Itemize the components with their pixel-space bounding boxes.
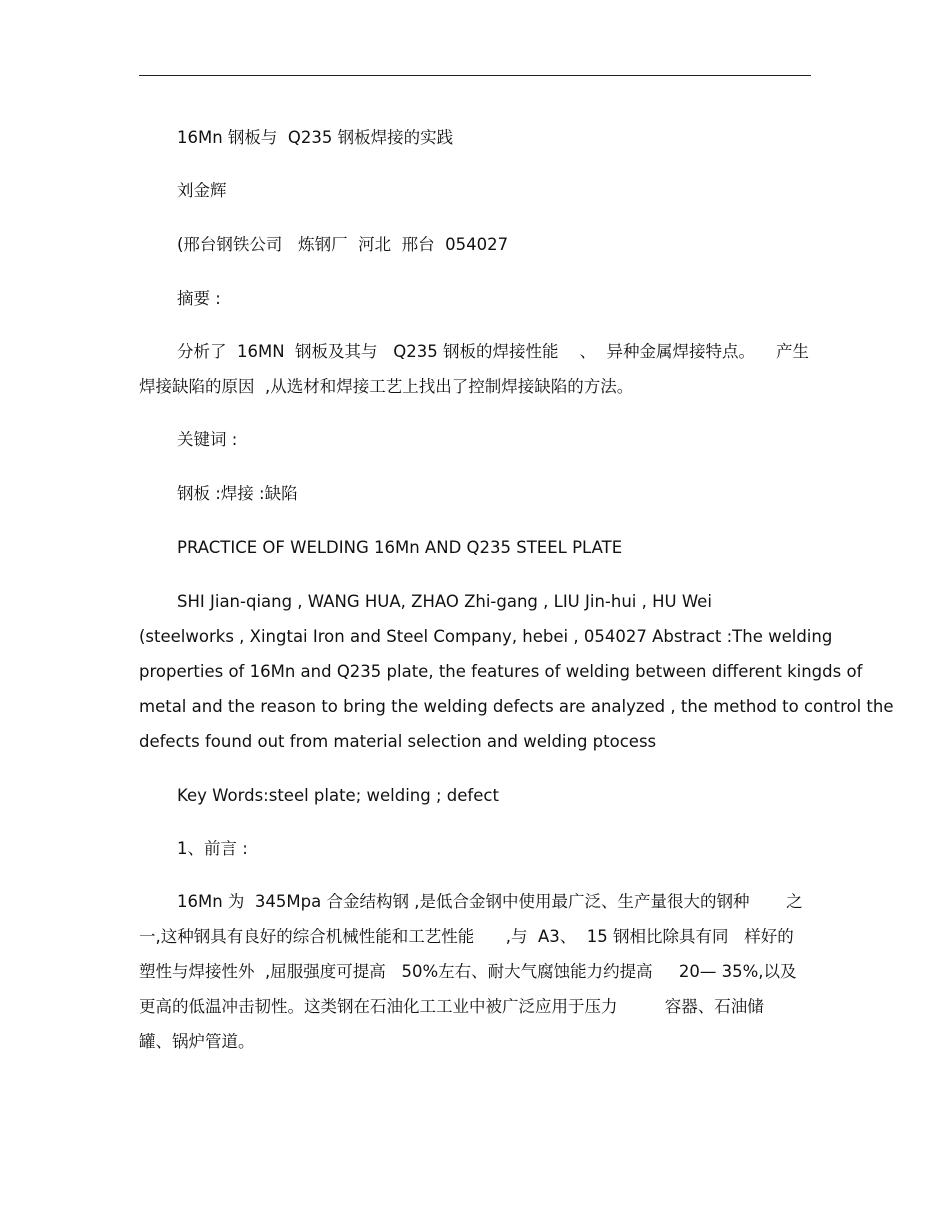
english-title: PRACTICE OF WELDING 16Mn AND Q235 STEEL PLATE — [177, 538, 623, 557]
keywords: 钢板 :焊接 :缺陷 — [177, 484, 298, 503]
section-line: 更高的低温冲击韧性。这类钢在石油化工工业中被广泛应用于压力 容器、石油储 — [139, 997, 764, 1016]
section-heading: 1、前言 : — [177, 839, 248, 858]
english-keywords: Key Words:steel plate; welding ; defect — [177, 786, 499, 805]
paper-title: 16Mn 钢板与 Q235 钢板焊接的实践 — [177, 128, 454, 147]
english-authors: SHI Jian-qiang , WANG HUA, ZHAO Zhi-gang , LIU Jin-hui , HU Wei — [177, 592, 712, 611]
author: 刘金辉 — [177, 181, 227, 200]
section-line: 一,这种钢具有良好的综合机械性能和工艺性能 ,与 A3、 15 钢相比除具有同 样好的 — [139, 927, 794, 946]
abstract-paragraph — [139, 342, 809, 412]
english-abstract-line: (steelworks , Xingtai Iron and Steel Company, hebei , 054027 Abstract :The welding — [139, 627, 833, 646]
english-abstract-line: properties of 16Mn and Q235 plate, the features of welding between different kingds of — [139, 662, 863, 681]
abstract-line: 分析了 16MN 钢板及其与 Q235 钢板的焊接性能 、 异种金属焊接特点。 产生 — [177, 342, 809, 361]
section-paragraph — [139, 892, 803, 1067]
english-abstract — [139, 627, 894, 767]
abstract-line: 焊接缺陷的原因 ,从选材和焊接工艺上找出了控制焊接缺陷的方法。 — [139, 377, 634, 396]
section-line: 16Mn 为 345Mpa 合金结构钢 ,是低合金钢中使用最广泛、生产量很大的钢种 之 — [177, 892, 803, 911]
english-abstract-line: defects found out from material selection and welding ptocess — [139, 732, 657, 751]
abstract-heading: 摘要 : — [177, 289, 221, 308]
header-rule — [139, 75, 811, 76]
section-line: 塑性与焊接性外 ,屈服强度可提高 50%左右、耐大气腐蚀能力约提高 20— 35%,以及 — [139, 962, 797, 981]
english-abstract-line: metal and the reason to bring the welding defects are analyzed , the method to control the — [139, 697, 894, 716]
affiliation: (邢台钢铁公司 炼钢厂 河北 邢台 054027 — [177, 235, 509, 254]
keywords-heading: 关键词 : — [177, 430, 238, 449]
section-line: 罐、锅炉管道。 — [139, 1032, 255, 1051]
